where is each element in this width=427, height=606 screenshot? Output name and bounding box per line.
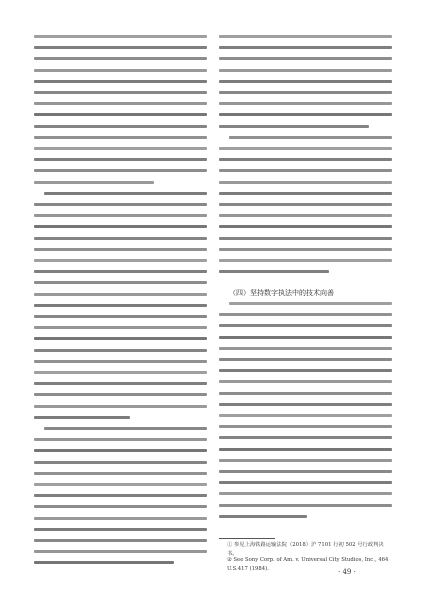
text-line xyxy=(34,125,207,128)
right-column xyxy=(219,0,392,606)
text-line xyxy=(34,158,207,161)
text-line xyxy=(219,46,392,49)
text-line xyxy=(219,225,392,228)
text-line xyxy=(34,505,207,508)
text-line xyxy=(219,57,392,60)
text-line xyxy=(219,80,392,83)
text-line xyxy=(219,313,392,316)
text-line xyxy=(219,259,392,262)
text-line xyxy=(34,80,207,83)
text-line xyxy=(34,326,207,329)
text-line xyxy=(34,438,207,441)
text-line xyxy=(219,504,392,507)
text-line xyxy=(229,302,392,305)
text-line xyxy=(219,481,392,484)
text-line xyxy=(34,494,207,497)
text-line xyxy=(34,461,207,464)
text-line xyxy=(219,102,392,105)
text-line xyxy=(219,336,392,339)
text-line xyxy=(34,539,207,542)
text-line xyxy=(34,69,207,72)
text-line xyxy=(219,492,392,495)
text-line xyxy=(34,293,207,296)
text-line xyxy=(34,483,207,486)
text-line xyxy=(34,517,207,520)
text-line xyxy=(219,113,392,116)
text-line xyxy=(219,214,392,217)
text-line xyxy=(34,237,207,240)
text-line xyxy=(219,181,392,184)
text-line xyxy=(44,192,207,195)
text-line xyxy=(34,472,207,475)
text-line xyxy=(219,369,392,372)
footnote-1: ① 参见上海铁路运输法院（2018）沪 7101 行初 502 号行政判决书。 xyxy=(227,542,384,557)
text-line xyxy=(34,405,207,408)
text-line xyxy=(219,237,392,240)
text-line xyxy=(34,270,207,273)
text-line xyxy=(34,46,207,49)
text-line xyxy=(34,393,207,396)
text-line xyxy=(34,371,207,374)
text-line xyxy=(34,136,207,139)
text-line xyxy=(219,403,392,406)
text-line xyxy=(34,449,207,452)
text-line xyxy=(219,270,329,273)
text-line xyxy=(34,57,207,60)
text-line xyxy=(219,436,392,439)
text-line xyxy=(34,225,207,228)
text-line xyxy=(219,347,392,350)
text-line xyxy=(34,528,207,531)
footnote-rule xyxy=(219,538,275,539)
text-line xyxy=(34,360,207,363)
text-line xyxy=(34,349,207,352)
text-line xyxy=(219,392,392,395)
text-line xyxy=(219,203,392,206)
text-line xyxy=(219,125,369,128)
text-line xyxy=(219,414,392,417)
text-line xyxy=(34,550,207,553)
text-line xyxy=(34,382,207,385)
text-line xyxy=(34,259,207,262)
text-line xyxy=(219,380,392,383)
text-line xyxy=(219,248,392,251)
text-line xyxy=(34,315,207,318)
text-line xyxy=(219,459,392,462)
text-line xyxy=(34,561,174,564)
text-line xyxy=(219,147,392,150)
text-line xyxy=(44,427,207,430)
text-line xyxy=(34,169,207,172)
text-line xyxy=(34,304,207,307)
text-line xyxy=(219,69,392,72)
text-line xyxy=(34,102,207,105)
text-line xyxy=(34,214,207,217)
footnote-2: ② See Sony Corp. of Am. v. Universal City Studios, Inc., 464 U.S.417 (1984). xyxy=(227,557,389,572)
text-line xyxy=(219,448,392,451)
text-line xyxy=(219,470,392,473)
text-line xyxy=(229,136,392,139)
text-line xyxy=(219,425,392,428)
text-line xyxy=(34,113,207,116)
text-line xyxy=(34,35,207,38)
text-line xyxy=(219,169,392,172)
text-line xyxy=(34,91,207,94)
text-line xyxy=(219,324,392,327)
text-line xyxy=(34,416,130,419)
text-line xyxy=(219,192,392,195)
left-column xyxy=(34,0,207,606)
page-number: · 49 · xyxy=(338,568,356,576)
text-line xyxy=(34,147,207,150)
text-line xyxy=(219,158,392,161)
text-line xyxy=(34,203,207,206)
text-line xyxy=(219,35,392,38)
text-line xyxy=(34,181,154,184)
text-line xyxy=(34,337,207,340)
text-line xyxy=(219,91,392,94)
section-heading: （四）坚持数字执法中的技术向善 xyxy=(229,289,334,297)
text-line xyxy=(219,358,392,361)
text-line xyxy=(34,281,207,284)
text-line xyxy=(34,248,207,251)
text-line xyxy=(219,515,307,518)
